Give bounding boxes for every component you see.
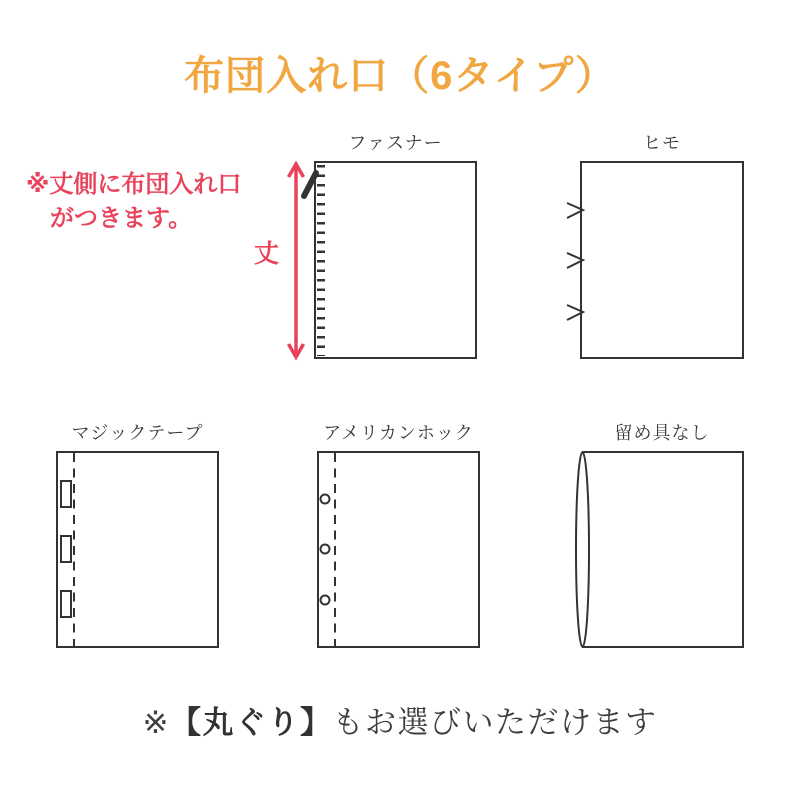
open-edge-ellipse	[576, 452, 589, 647]
velcro-tabs	[61, 481, 71, 617]
footer-prefix: ※	[142, 705, 170, 740]
length-arrow	[289, 164, 304, 357]
magic-tape-box	[57, 452, 218, 647]
page-title: 布団入れ口（6タイプ）	[184, 54, 616, 98]
magic-tape-diagram	[57, 452, 218, 647]
diagram-label-magic-tape: マジックテープ	[71, 423, 204, 443]
himo-box	[581, 162, 743, 358]
diagram-label-himo: ヒモ	[643, 133, 681, 153]
footer-note	[0, 697, 800, 742]
no-fastener-box	[583, 452, 744, 647]
footer-highlight: 【丸ぐり】	[169, 705, 333, 740]
diagram-label-fastener: ファスナー	[348, 133, 443, 153]
american-hook-diagram	[318, 452, 479, 647]
fastener-box	[315, 162, 476, 358]
diagram-label-no-fastener: 留め具なし	[614, 423, 710, 443]
length-label: 丈	[254, 240, 280, 268]
himo-diagram	[567, 162, 743, 358]
american-hook-box	[318, 452, 479, 647]
side-note-line1: ※丈側に布団入れ口	[26, 171, 242, 198]
diagram-label-american-hook: アメリカンホック	[323, 423, 474, 443]
fastener-diagram	[304, 162, 476, 358]
no-fastener-diagram	[576, 452, 743, 647]
side-note-line2: がつきます。	[50, 205, 193, 232]
footer-suffix: もお選びいただけます	[332, 705, 658, 740]
